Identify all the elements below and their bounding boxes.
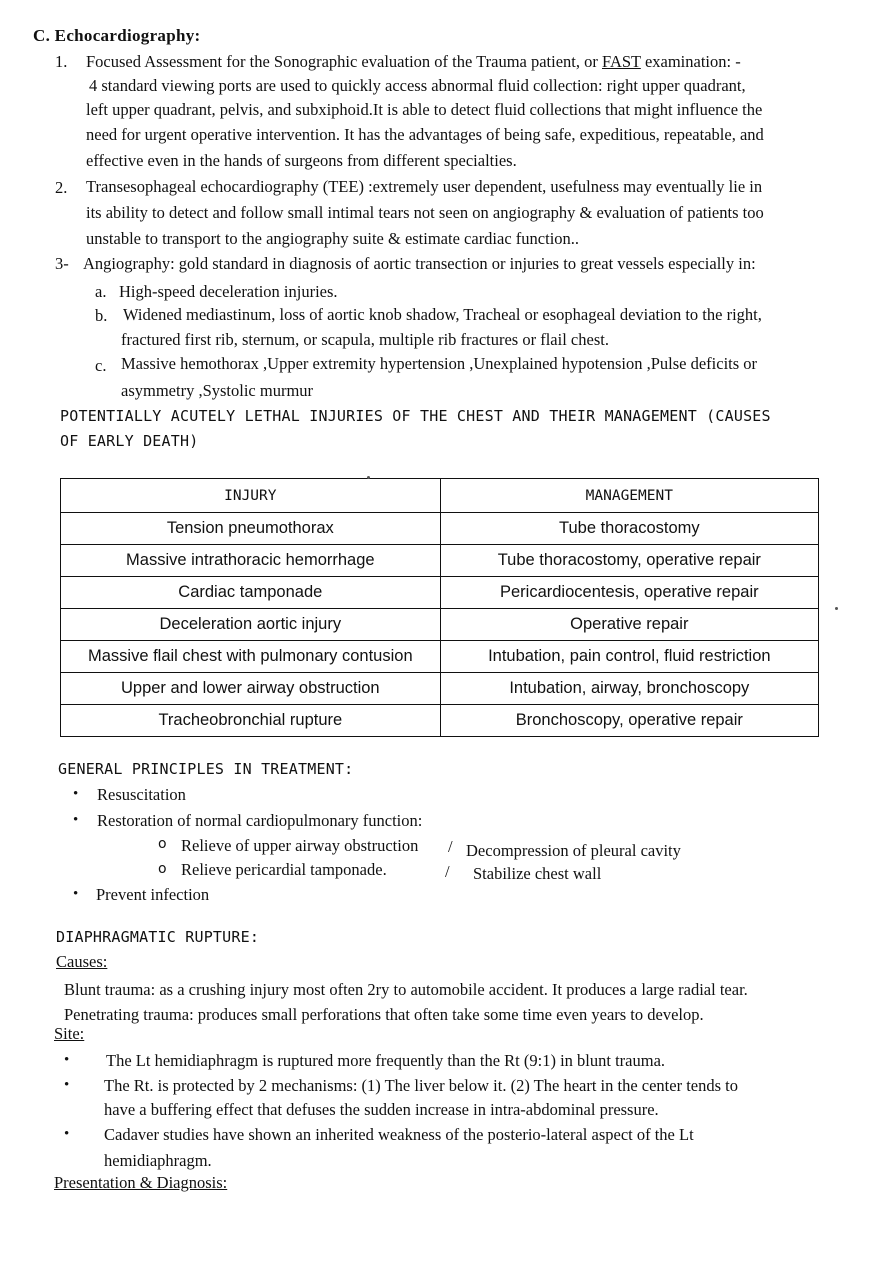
site-bullet-line: The Lt hemidiaphragm is ruptured more frequently than the Rt (9:1) in blunt trauma. bbox=[106, 1051, 666, 1070]
item-2-line: Transesophageal echocardiography (TEE) :extremely user dependent, usefulness may eventually lie in bbox=[86, 177, 763, 196]
principle-item: Prevent infection bbox=[96, 885, 210, 904]
separator-slash: / bbox=[448, 837, 453, 856]
column-header-injury: INJURY bbox=[61, 479, 441, 513]
injury-cell: Massive intrathoracic hemorrhage bbox=[61, 545, 441, 577]
section-title-echocardiography: C. Echocardiography: bbox=[33, 26, 201, 45]
cause-line: Penetrating trauma: produces small perforations that often take some time even years to develop. bbox=[64, 1005, 704, 1024]
diaphragmatic-rupture-heading: DIAPHRAGMATIC RUPTURE: bbox=[56, 928, 260, 946]
circle-bullet-icon: o bbox=[158, 836, 167, 852]
cause-line: Blunt trauma: as a crushing injury most often 2ry to automobile accident. It produces a large radial tear. bbox=[64, 980, 748, 999]
sub-principle-right: Stabilize chest wall bbox=[473, 864, 602, 883]
management-cell: Pericardiocentesis, operative repair bbox=[440, 577, 818, 609]
table-row bbox=[61, 577, 819, 609]
item-1-first-line bbox=[86, 52, 741, 72]
sub-c-line: asymmetry ,Systolic murmur bbox=[121, 381, 314, 400]
column-header-management: MANAGEMENT bbox=[440, 479, 818, 513]
site-bullet-line: hemidiaphragm. bbox=[104, 1151, 212, 1170]
principle-item: Resuscitation bbox=[97, 785, 186, 804]
lethal-injuries-heading-line: OF EARLY DEATH) bbox=[60, 432, 199, 450]
management-cell: Tube thoracostomy, operative repair bbox=[440, 545, 818, 577]
site-bullet-line: Cadaver studies have shown an inherited weakness of the posterio-lateral aspect of the Lt bbox=[104, 1125, 694, 1144]
table-header-row bbox=[61, 479, 819, 513]
table-row bbox=[61, 609, 819, 641]
scan-speck bbox=[367, 476, 370, 479]
table-row bbox=[61, 673, 819, 705]
sub-c-line: Massive hemothorax ,Upper extremity hypertension ,Unexplained hypotension ,Pulse deficits or bbox=[121, 354, 758, 373]
bullet-icon: • bbox=[64, 1052, 70, 1068]
management-cell: Operative repair bbox=[440, 609, 818, 641]
injury-cell: Tension pneumothorax bbox=[61, 513, 441, 545]
site-bullet-line: The Rt. is protected by 2 mechanisms: (1) The liver below it. (2) The heart in the center tends to bbox=[104, 1076, 739, 1095]
separator-slash: / bbox=[445, 862, 450, 881]
sub-principle-left: Relieve pericardial tamponade. bbox=[181, 860, 387, 879]
bullet-icon: • bbox=[73, 886, 79, 902]
item-1-line: effective even in the hands of surgeons from different specialties. bbox=[86, 151, 517, 170]
sub-b-line: Widened mediastinum, loss of aortic knob shadow, Tracheal or esophageal deviation to the right, bbox=[123, 305, 762, 324]
management-cell: Intubation, airway, bronchoscopy bbox=[440, 673, 818, 705]
sub-principle-right: Decompression of pleural cavity bbox=[466, 841, 681, 860]
management-cell: Intubation, pain control, fluid restriction bbox=[440, 641, 818, 673]
injury-cell: Deceleration aortic injury bbox=[61, 609, 441, 641]
fast-term: FAST bbox=[602, 52, 641, 71]
site-label: Site: bbox=[54, 1024, 85, 1043]
table-row bbox=[61, 545, 819, 577]
sub-principle-left: Relieve of upper airway obstruction bbox=[181, 836, 419, 855]
injury-cell: Tracheobronchial rupture bbox=[61, 705, 441, 737]
table-row bbox=[61, 705, 819, 737]
sub-a-text: High-speed deceleration injuries. bbox=[119, 282, 338, 301]
general-principles-heading: GENERAL PRINCIPLES IN TREATMENT: bbox=[58, 760, 354, 778]
lethal-injuries-table bbox=[60, 478, 819, 737]
sub-b-line: fractured first rib, sternum, or scapula, multiple rib fractures or flail chest. bbox=[121, 330, 609, 349]
item-1-prefix: Focused Assessment for the Sonographic evaluation of the Trauma patient, or bbox=[86, 52, 602, 71]
presentation-diagnosis-label: Presentation & Diagnosis: bbox=[54, 1173, 228, 1192]
item-1-line: left upper quadrant, pelvis, and subxiphoid.It is able to detect fluid collections that might influence the bbox=[86, 100, 763, 119]
item-3-text: Angiography: gold standard in diagnosis of aortic transection or injuries to great vessels especially in: bbox=[83, 254, 756, 273]
circle-bullet-icon: o bbox=[158, 861, 167, 877]
item-1-suffix: examination: - bbox=[640, 52, 741, 71]
item-1-number: 1. bbox=[55, 52, 68, 71]
bullet-icon: • bbox=[64, 1077, 70, 1093]
injury-cell: Massive flail chest with pulmonary contusion bbox=[61, 641, 441, 673]
bullet-icon: • bbox=[64, 1126, 70, 1142]
sub-c-letter: c. bbox=[95, 356, 107, 375]
causes-label: Causes: bbox=[56, 952, 108, 971]
item-2-line: its ability to detect and follow small intimal tears not seen on angiography & evaluation of patients too bbox=[86, 203, 764, 222]
item-3-number: 3- bbox=[55, 254, 69, 273]
sub-a-letter: a. bbox=[95, 282, 107, 301]
injury-cell: Upper and lower airway obstruction bbox=[61, 673, 441, 705]
bullet-icon: • bbox=[73, 812, 79, 828]
lethal-injuries-heading-line: POTENTIALLY ACUTELY LETHAL INJURIES OF THE CHEST AND THEIR MANAGEMENT (CAUSES bbox=[60, 407, 771, 425]
scan-speck bbox=[835, 607, 838, 610]
management-cell: Tube thoracostomy bbox=[440, 513, 818, 545]
item-2-line: unstable to transport to the angiography suite & estimate cardiac function.. bbox=[86, 229, 580, 248]
table-row bbox=[61, 641, 819, 673]
table-row bbox=[61, 513, 819, 545]
principle-item: Restoration of normal cardiopulmonary function: bbox=[97, 811, 423, 830]
item-1-line: need for urgent operative intervention. It has the advantages of being safe, expeditious, repeatable, and bbox=[86, 125, 764, 144]
item-2-number: 2. bbox=[55, 178, 68, 197]
sub-b-letter: b. bbox=[95, 306, 108, 325]
bullet-icon: • bbox=[73, 786, 79, 802]
site-bullet-line: have a buffering effect that defuses the sudden increase in intra-abdominal pressure. bbox=[104, 1100, 659, 1119]
management-cell: Bronchoscopy, operative repair bbox=[440, 705, 818, 737]
item-1-line: 4 standard viewing ports are used to quickly access abnormal fluid collection: right upper quadrant, bbox=[89, 76, 746, 95]
injury-cell: Cardiac tamponade bbox=[61, 577, 441, 609]
